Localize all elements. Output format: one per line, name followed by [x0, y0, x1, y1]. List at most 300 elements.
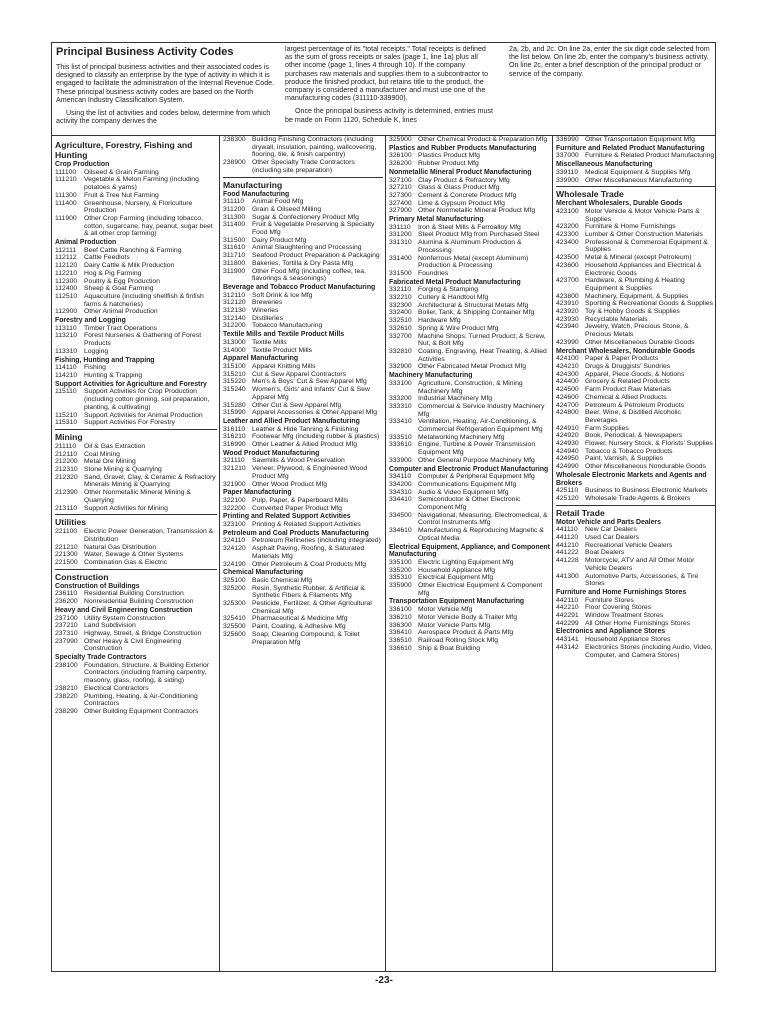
activity-code: 334200: [389, 480, 412, 488]
code-row: [389, 136, 550, 144]
activity-description: Footwear Mfg (including rubber & plastics): [252, 433, 380, 441]
activity-code: 115110: [55, 388, 77, 396]
code-row: [55, 200, 217, 215]
activity-description: Metal & Mineral (except Petroleum): [585, 254, 692, 262]
activity-code: 423300: [556, 231, 579, 239]
activity-description: Manufacturing & Reproducing Magnetic & Optical Media: [418, 527, 544, 542]
activity-code: 238900: [223, 159, 246, 167]
activity-description: Aquaculture (including shellfish & finfish farms & hatcheries): [84, 292, 204, 308]
code-row: [223, 600, 383, 615]
activity-code: 236110: [55, 590, 78, 598]
activity-description: Dairy Cattle & Milk Production: [84, 262, 175, 270]
subsector-heading: Motor Vehicle and Parts Dealers: [556, 518, 661, 526]
activity-description: Household Appliance Stores: [585, 636, 671, 644]
activity-description: Computer & Peripheral Equipment Mfg: [418, 473, 535, 481]
activity-description: Business to Business Electronic Markets: [585, 487, 708, 495]
activity-description: Professional & Commercial Equipment & Supplies: [585, 238, 708, 254]
activity-description: Residential Building Construction: [84, 590, 184, 598]
subsector-heading: Apparel Manufacturing: [223, 355, 299, 363]
code-row: [389, 496, 550, 511]
code-row: [556, 432, 715, 440]
activity-description: Machine Shops; Turned Product; & Screw, Nut, & Bolt Mfg: [418, 332, 546, 348]
subsector-heading: Plastics and Rubber Products Manufacturing: [389, 144, 537, 152]
activity-description: Other Nonmetallic Mineral Product Mfg: [418, 207, 536, 215]
activity-code: 113310: [55, 347, 78, 355]
code-row: [389, 177, 550, 185]
activity-code: 327100: [389, 176, 412, 184]
activity-description: Fishing: [84, 364, 106, 372]
code-row: [389, 441, 550, 456]
code-row: [223, 561, 383, 569]
activity-code: 221500: [55, 559, 78, 567]
code-row: [223, 631, 383, 646]
activity-code: 111100: [55, 168, 77, 176]
activity-description: Grain & Oilseed Milling: [252, 205, 322, 213]
activity-code: 334110: [389, 473, 412, 481]
activity-description: Window Treatment Stores: [585, 612, 664, 620]
activity-code: 324120: [223, 545, 246, 553]
activity-description: Petroleum & Petroleum Products: [585, 401, 684, 409]
activity-code: 423500: [556, 254, 579, 262]
activity-code: 331500: [389, 269, 412, 277]
activity-description: Commercial & Service Industry Machinery Mfg: [418, 402, 545, 418]
activity-description: Semiconductor & Other Electronic Component Mfg: [418, 496, 521, 512]
activity-description: Motor Vehicle Parts Mfg: [418, 621, 491, 629]
activity-code: 115310: [55, 419, 78, 427]
code-row: [55, 622, 217, 630]
activity-description: Beef Cattle Ranching & Farming: [84, 246, 182, 254]
activity-code: 112300: [55, 277, 78, 285]
activity-description: Ventilation, Heating, Air-Conditioning, & Commercial Refrigeration Equipment Mfg: [418, 418, 543, 434]
code-row: [223, 585, 383, 600]
subsector-heading: Forestry and Logging: [55, 317, 126, 325]
activity-code: 238220: [55, 692, 78, 700]
activity-code: 423920: [556, 308, 579, 316]
activity-code: 237210: [55, 622, 78, 630]
activity-description: Wineries: [252, 307, 279, 315]
code-row: [55, 559, 217, 567]
activity-code: 336990: [556, 136, 579, 143]
activity-code: 111300: [55, 191, 77, 199]
subsector-heading: Petroleum and Coal Products Manufacturing: [223, 529, 369, 537]
code-row: [55, 544, 217, 552]
activity-code: 339900: [556, 176, 579, 184]
code-row: [223, 159, 383, 174]
activity-code: 336410: [389, 629, 412, 637]
activity-description: Other Leather & Allied Product Mfg: [252, 441, 358, 449]
code-row: [556, 440, 715, 448]
activity-code: 114110: [55, 364, 77, 372]
subsector-heading: Beverage and Tobacco Product Manufacturing: [223, 283, 376, 291]
activity-code: 324190: [223, 560, 246, 568]
subsector-heading: Food Manufacturing: [223, 190, 290, 198]
code-row: [389, 348, 550, 363]
code-row: [556, 620, 715, 628]
subsector-heading: Construction of Buildings: [55, 582, 140, 590]
activity-description: Converted Paper Product Mfg: [252, 504, 342, 512]
intro-paragraph: Using the list of activities and codes below, determine from which activity the company derives the: [56, 109, 271, 126]
activity-description: Other Food Mfg (including coffee, tea, flavorings & seasonings): [252, 267, 366, 283]
code-row: [389, 629, 550, 637]
activity-code: 112112: [55, 254, 77, 262]
subsector-heading: Leather and Allied Product Manufacturing: [223, 417, 360, 425]
code-row: [223, 214, 383, 222]
code-row: [223, 268, 383, 283]
activity-description: Asphalt Paving, Roofing, & Saturated Materials Mfg: [252, 545, 365, 560]
code-row: [389, 325, 550, 333]
activity-code: 442210: [556, 604, 579, 612]
code-row: [55, 598, 217, 606]
code-row: [389, 403, 550, 418]
code-row: [389, 207, 550, 215]
activity-code: 424500: [556, 386, 579, 394]
activity-description: Greenhouse, Nursery, & Floriculture Production: [84, 199, 193, 215]
code-row: [223, 441, 383, 449]
activity-description: Iron & Steel Mills & Ferroalloy Mfg: [418, 223, 521, 231]
activity-code: 423200: [556, 223, 579, 231]
activity-code: 312110: [223, 291, 246, 299]
activity-description: Sugar & Confectionery Product Mfg: [252, 213, 359, 221]
sector-heading: Construction: [55, 569, 217, 582]
code-row: [389, 184, 550, 192]
activity-description: Soft Drink & Ice Mfg: [252, 291, 313, 299]
activity-code: 424300: [556, 370, 579, 378]
activity-description: Other Heavy & Civil Engineering Construction: [84, 637, 182, 653]
activity-description: Soap, Cleaning Compound, & Toilet Preparation Mfg: [252, 630, 360, 646]
code-row: [223, 402, 383, 410]
activity-description: Seafood Product Preparation & Packaging: [252, 252, 380, 260]
activity-code: 311800: [223, 259, 246, 267]
subsector-heading: Paper Manufacturing: [223, 489, 292, 497]
activity-code: 112111: [55, 246, 77, 254]
activity-code: 332810: [389, 347, 412, 355]
code-list: [52, 135, 715, 971]
code-row: [223, 252, 383, 260]
code-row: [556, 378, 715, 386]
activity-code: 325300: [223, 600, 246, 608]
activity-description: Animal Food Mfg: [252, 198, 304, 206]
activity-code: 316110: [223, 425, 246, 433]
activity-code: 112210: [55, 269, 78, 277]
code-row: [556, 308, 715, 316]
activity-code: 334410: [389, 496, 412, 504]
activity-description: Building Finishing Contractors (including drywall, insulation, painting, wallcovering, flooring, tile, & finish carpentry): [252, 136, 377, 159]
activity-description: Other Miscellaneous Nondurable Goods: [585, 463, 706, 471]
activity-code: 335310: [389, 574, 412, 582]
code-row: [556, 402, 715, 410]
code-row: [55, 638, 217, 653]
activity-code: 336510: [389, 637, 412, 644]
activity-code: 424930: [556, 440, 579, 448]
activity-description: Alumina & Aluminum Production & Processing: [418, 239, 522, 254]
activity-code: 424210: [556, 362, 579, 370]
code-row: [223, 623, 383, 631]
activity-code: 334310: [389, 488, 412, 496]
activity-description: Poultry & Egg Production: [84, 277, 160, 285]
activity-code: 441228: [556, 557, 579, 565]
activity-code: 221210: [55, 543, 78, 551]
activity-code: 333310: [389, 402, 412, 410]
code-row: [223, 545, 383, 560]
code-row: [55, 466, 217, 474]
code-row: [389, 380, 550, 395]
code-row: [556, 239, 715, 254]
subsector-heading: Chemical Manufacturing: [223, 569, 304, 577]
activity-description: Architectural & Structural Metals Mfg: [418, 301, 529, 309]
activity-description: Other Fabricated Metal Product Mfg: [418, 363, 527, 371]
code-row: [223, 136, 383, 159]
subsector-heading: Wholesale Electronic Markets and Agents and Brokers: [556, 471, 707, 487]
activity-description: Electric Lighting Equipment Mfg: [418, 558, 514, 566]
code-row: [556, 394, 715, 402]
activity-description: Tobacco & Tobacco Products: [585, 447, 673, 455]
code-row: [223, 615, 383, 623]
code-row: [223, 433, 383, 441]
activity-description: Boiler, Tank, & Shipping Container Mfg: [418, 309, 535, 317]
subsector-heading: Computer and Electronic Product Manufacturing: [389, 465, 549, 473]
activity-code: 237310: [55, 629, 78, 637]
activity-code: 424700: [556, 401, 579, 409]
activity-code: 111210: [55, 176, 77, 184]
activity-description: Furniture Stores: [585, 596, 634, 604]
activity-code: 424800: [556, 409, 579, 417]
code-row: [556, 448, 715, 456]
activity-description: Sheep & Goat Farming: [84, 285, 154, 293]
activity-code: 332700: [389, 332, 412, 340]
code-row: [223, 292, 383, 300]
activity-code: 423100: [556, 207, 579, 215]
intro-paragraph: largest percentage of its "total receipts." Total receipts is defined as the sum of gross receipts or sales (page 1, line 1a) plus all other income (page 1, lines 4 through 10). If the company purchases raw materials and supplies them to a subcontractor to produce the finished product, but retains title to the product, the company is considered a manufacturer and must use one of the manufacturing codes (311110-339900).: [285, 45, 489, 103]
activity-description: Vegetable & Melon Farming (including potatoes & yams): [84, 176, 199, 192]
code-row: [556, 463, 715, 471]
code-row: [55, 451, 217, 459]
activity-description: Sand, Gravel, Clay, & Ceramic & Refractory Minerals Mining & Quarrying: [84, 473, 216, 489]
activity-code: 441210: [556, 541, 579, 549]
activity-code: 424600: [556, 393, 579, 401]
code-row: [556, 487, 715, 495]
code-column-1: [52, 135, 219, 971]
activity-code: 334610: [389, 527, 412, 535]
activity-code: 331310: [389, 239, 412, 247]
activity-code: 423990: [556, 338, 579, 346]
activity-code: 332510: [389, 317, 412, 325]
subsector-heading: Fishing, Hunting and Trapping: [55, 356, 155, 364]
code-row: [223, 315, 383, 323]
activity-description: Natural Gas Distribution: [84, 543, 157, 551]
activity-description: Drugs & Druggists' Sundries: [585, 362, 671, 370]
code-row: [223, 457, 383, 465]
activity-code: 312120: [223, 299, 246, 307]
activity-description: Engine, Turbine & Power Transmission Equipment Mfg: [418, 441, 536, 457]
code-row: [556, 636, 715, 644]
subsector-heading: Support Activities for Agriculture and Forestry: [55, 380, 207, 388]
subsector-heading: Furniture and Home Furnishings Stores: [556, 588, 687, 596]
activity-description: Paper & Paper Products: [585, 355, 659, 363]
activity-description: Steel Product Mfg from Purchased Steel: [418, 231, 540, 239]
activity-code: 332610: [389, 324, 412, 332]
code-row: [55, 262, 217, 270]
activity-description: Metal Ore Mining: [84, 458, 136, 466]
subsector-heading: Fabricated Metal Product Manufacturing: [389, 278, 521, 286]
code-row: [223, 206, 383, 214]
code-row: [223, 244, 383, 252]
activity-description: Other Nonmetallic Mineral Mining & Quarrying: [84, 489, 191, 504]
activity-code: 238210: [55, 684, 78, 692]
activity-description: Jewelry, Watch, Precious Stone, & Precious Metals: [585, 323, 689, 339]
activity-code: 424400: [556, 378, 579, 386]
activity-description: Other Miscellaneous Durable Goods: [585, 338, 695, 346]
activity-code: 424100: [556, 355, 579, 363]
activity-description: Lumber & Other Construction Materials: [585, 231, 703, 239]
code-row: [556, 542, 715, 550]
code-row: [55, 278, 217, 286]
activity-code: 311400: [223, 221, 246, 229]
code-row: [55, 489, 217, 504]
code-row: [556, 223, 715, 231]
activity-code: 326200: [389, 160, 412, 168]
activity-description: Automotive Parts, Accessories, & Tire Stores: [585, 572, 699, 588]
code-row: [55, 708, 217, 716]
activity-description: Hardware Mfg: [418, 317, 461, 325]
code-row: [389, 574, 550, 582]
code-row: [55, 285, 217, 293]
activity-code: 441120: [556, 534, 579, 542]
sector-heading: Utilities: [55, 514, 217, 527]
activity-description: New Car Dealers: [585, 526, 637, 534]
activity-code: 327400: [389, 199, 412, 207]
code-row: [389, 200, 550, 208]
activity-description: Farm Product Raw Materials: [585, 386, 672, 394]
activity-description: Timber Tract Operations: [84, 324, 158, 332]
code-row: [389, 333, 550, 348]
activity-description: Plastics Product Mfg: [418, 152, 480, 160]
code-row: [55, 293, 217, 308]
activity-description: Recreational Vehicle Dealers: [585, 541, 673, 549]
code-row: [223, 237, 383, 245]
code-row: [55, 176, 217, 191]
activity-description: Clay Product & Refractory Mfg: [418, 176, 510, 184]
activity-description: Logging: [84, 347, 109, 355]
subsector-heading: Electronics and Appliance Stores: [556, 628, 666, 636]
activity-code: 314000: [223, 346, 246, 354]
activity-code: 423930: [556, 315, 579, 323]
code-row: [55, 169, 217, 177]
code-row: [556, 293, 715, 301]
activity-code: 112120: [55, 262, 78, 270]
code-row: [389, 270, 550, 278]
code-row: [556, 300, 715, 308]
code-row: [556, 644, 715, 659]
code-row: [389, 363, 550, 371]
activity-description: Furniture & Related Product Manufacturing: [585, 152, 715, 160]
activity-description: Rubber Product Mfg: [418, 160, 479, 168]
code-row: [55, 443, 217, 451]
activity-description: Used Car Dealers: [585, 534, 640, 542]
activity-code: 212390: [55, 489, 78, 497]
subsector-heading: Crop Production: [55, 161, 110, 168]
activity-code: 311300: [223, 213, 246, 221]
activity-code: 339110: [556, 168, 579, 176]
activity-description: Land Subdivision: [84, 622, 136, 630]
code-row: [389, 286, 550, 294]
activity-code: 311710: [223, 252, 246, 260]
activity-description: Household Appliances and Electrical & Electronic Goods: [585, 261, 702, 277]
activity-description: Electronics Stores (including Audio, Video, Computer, and Camera Stores): [585, 643, 713, 659]
code-row: [55, 630, 217, 638]
code-column-2: [219, 135, 385, 971]
activity-description: Other Petroleum & Coal Products Mfg: [252, 560, 367, 568]
activity-description: Motor Vehicle Mfg: [418, 606, 473, 614]
activity-code: 316210: [223, 433, 246, 441]
code-row: [55, 192, 217, 200]
code-row: [389, 582, 550, 597]
activity-code: 312140: [223, 314, 246, 322]
activity-description: Printing & Related Support Activities: [252, 521, 361, 529]
sector-heading: Manufacturing: [223, 177, 383, 190]
subsector-heading: Furniture and Related Product Manufacturing: [556, 144, 705, 152]
code-row: [223, 465, 383, 480]
activity-code: 441300: [556, 572, 579, 580]
code-row: [55, 615, 217, 623]
code-row: [556, 323, 715, 338]
activity-code: 425120: [556, 494, 579, 502]
activity-code: 333510: [389, 433, 412, 441]
code-row: [389, 160, 550, 168]
activity-code: 424920: [556, 432, 579, 440]
activity-description: Navigational, Measuring, Electromedical, & Control Instruments Mfg: [418, 511, 548, 527]
activity-code: 336610: [389, 644, 412, 652]
code-row: [389, 457, 550, 465]
activity-code: 311500: [223, 236, 246, 244]
activity-code: 335900: [389, 582, 412, 590]
activity-code: 442299: [556, 619, 579, 627]
activity-description: Electrical Contractors: [84, 684, 149, 692]
code-row: [223, 521, 383, 529]
activity-description: Toy & Hobby Goods & Supplies: [585, 308, 680, 316]
activity-description: Boat Dealers: [585, 549, 625, 557]
sector-heading: Agriculture, Forestry, Fishing and Hunting: [55, 140, 193, 160]
subsector-heading: Electrical Equipment, Appliance, and Component Manufacturing: [389, 543, 550, 559]
code-row: [556, 455, 715, 463]
activity-code: 311200: [223, 205, 246, 213]
activity-code: 423910: [556, 300, 579, 308]
subsector-heading: Printing and Related Support Activities: [223, 513, 351, 521]
activity-description: Combination Gas & Electric: [84, 559, 168, 567]
activity-code: 238300: [223, 136, 246, 143]
activity-code: 321210: [223, 465, 246, 473]
activity-code: 315100: [223, 362, 246, 370]
code-row: [55, 270, 217, 278]
activity-code: 315990: [223, 409, 246, 417]
activity-description: Wholesale Trade Agents & Brokers: [585, 494, 691, 502]
code-row: [55, 662, 217, 685]
activity-description: Furniture & Home Furnishings: [585, 223, 676, 231]
activity-description: Floor Covering Stores: [585, 604, 652, 612]
activity-description: Water, Sewage & Other Systems: [84, 551, 184, 559]
activity-code: 333900: [389, 456, 412, 464]
code-row: [55, 308, 217, 316]
activity-code: 333610: [389, 441, 412, 449]
code-row: [223, 307, 383, 315]
code-row: [223, 339, 383, 347]
activity-code: 441110: [556, 526, 578, 534]
code-row: [55, 412, 217, 420]
activity-description: Leather & Hide Tanning & Finishing: [252, 425, 359, 433]
activity-description: Pulp, Paper, & Paperboard Mills: [252, 496, 349, 504]
code-row: [389, 606, 550, 614]
activity-code: 442291: [556, 612, 579, 620]
activity-code: 335200: [389, 566, 412, 574]
